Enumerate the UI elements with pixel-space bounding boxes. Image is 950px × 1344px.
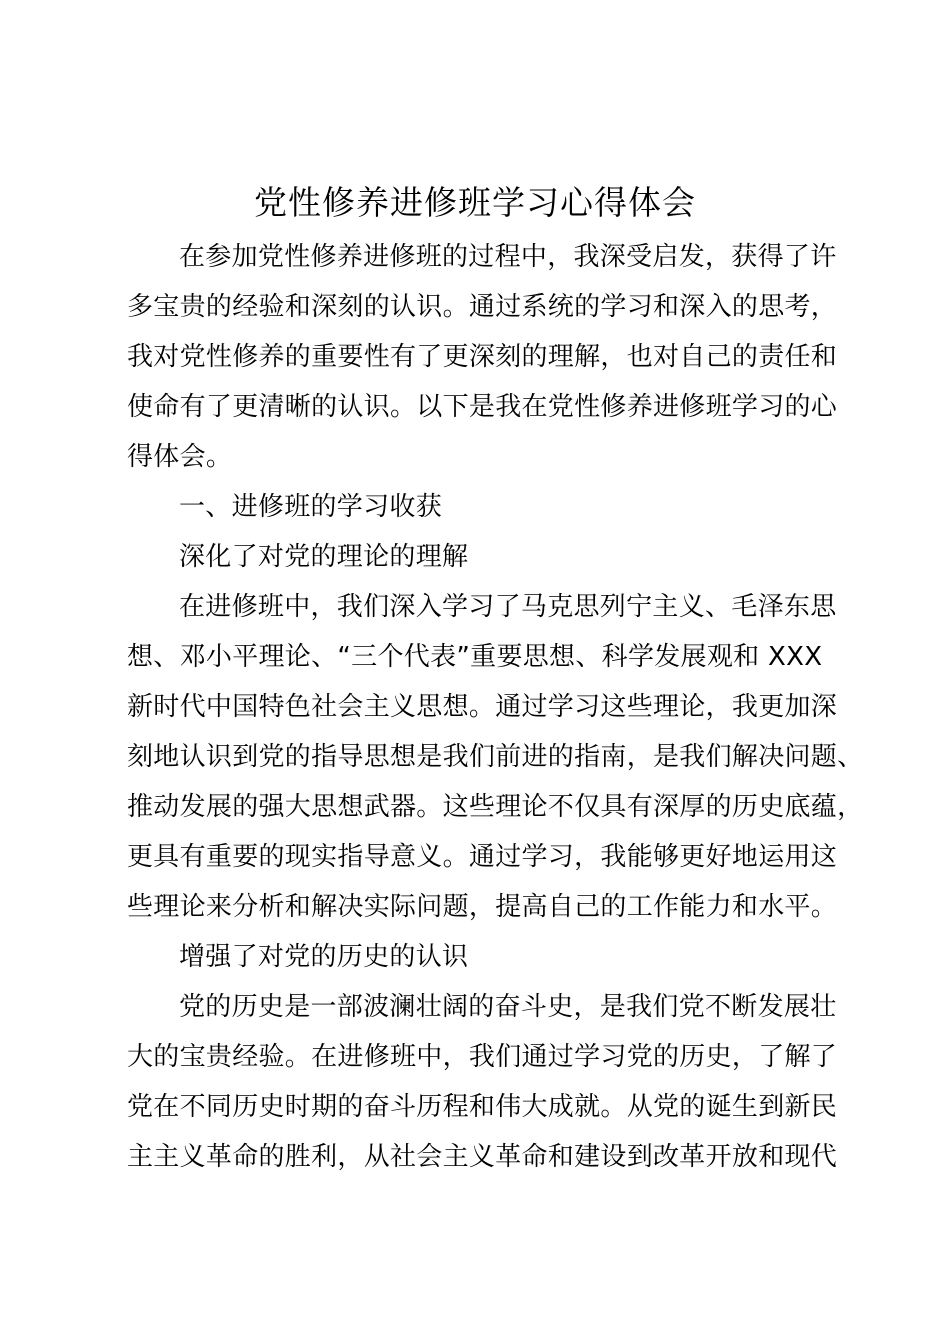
paragraph-line: 些理论来分析和解决实际问题，提高自己的工作能力和水平。 — [127, 892, 838, 922]
subsection-heading: 增强了对党的历史的认识 — [179, 942, 469, 972]
paragraph-line: 更具有重要的现实指导意义。通过学习，我能够更好地运用这 — [127, 842, 838, 872]
paragraph-line: 刻地认识到党的指导思想是我们前进的指南，是我们解决问题、 — [127, 742, 864, 772]
paragraph-line: 新时代中国特色社会主义思想。通过学习这些理论，我更加深 — [127, 692, 838, 722]
paragraph-line: 使命有了更清晰的认识。以下是我在党性修养进修班学习的心 — [127, 392, 838, 422]
paragraph-line: 大的宝贵经验。在进修班中，我们通过学习党的历史，了解了 — [127, 1042, 838, 1072]
paragraph-line: 我对党性修养的重要性有了更深刻的理解，也对自己的责任和 — [127, 342, 838, 372]
paragraph-line: 多宝贵的经验和深刻的认识。通过系统的学习和深入的思考， — [127, 292, 838, 322]
paragraph-line: 在参加党性修养进修班的过程中，我深受启发，获得了许 — [179, 242, 837, 272]
document-title: 党性修养进修班学习心得体会 — [254, 183, 696, 222]
subsection-heading: 深化了对党的理论的理解 — [179, 542, 469, 572]
paragraph-line: 想、邓小平理论、“三个代表”重要思想、科学发展观和 XXX — [127, 642, 823, 672]
paragraph-line: 党的历史是一部波澜壮阔的奋斗史，是我们党不断发展壮 — [179, 992, 837, 1022]
paragraph-line: 得体会。 — [127, 442, 233, 472]
document-body — [127, 232, 864, 1182]
paragraph-line: 主主义革命的胜利，从社会主义革命和建设到改革开放和现代 — [127, 1142, 838, 1172]
paragraph-line: 在进修班中，我们深入学习了马克思列宁主义、毛泽东思 — [179, 592, 837, 622]
paragraph-line: 推动发展的强大思想武器。这些理论不仅具有深厚的历史底蕴， — [127, 792, 864, 822]
paragraph-line: 党在不同历史时期的奋斗历程和伟大成就。从党的诞生到新民 — [127, 1092, 838, 1122]
section-heading: 一、进修班的学习收获 — [179, 492, 443, 522]
